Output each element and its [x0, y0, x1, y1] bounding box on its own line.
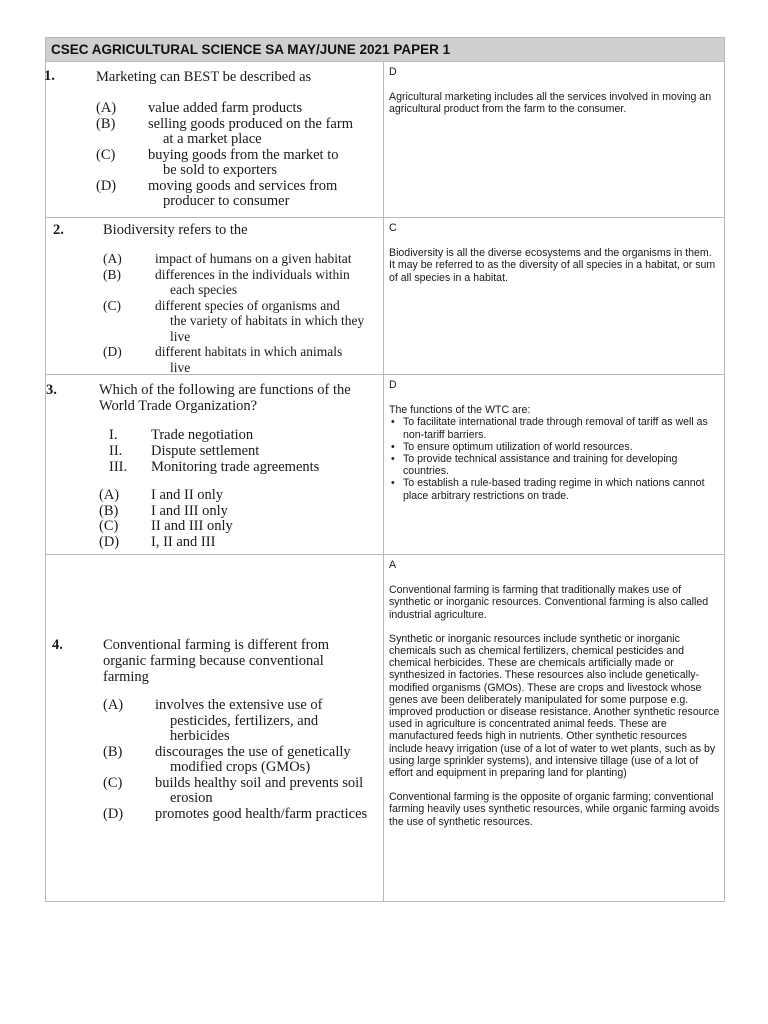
answer-cell-1 [384, 62, 724, 217]
question-row-3 [46, 375, 724, 555]
answer-letter: A [389, 559, 397, 571]
answer-table [45, 37, 725, 902]
question-stem: Marketing can BEST be described as [96, 69, 312, 85]
option-d: (D) I, II and III [99, 533, 216, 550]
question-stem: Conventional farming is different from organic farming because conventional farming [103, 637, 330, 685]
statement-2: II. Dispute settlement [109, 443, 260, 459]
option-a: (A) involves the extensive use of pesticides, fertilizers, and herbicides [103, 697, 323, 744]
functions-list [389, 416, 720, 501]
option-b: (B) I and III only [99, 502, 228, 519]
question-cell-3 [46, 375, 384, 554]
answer-letter: C [389, 222, 397, 234]
statement-1: I. Trade negotiation [109, 427, 254, 443]
answer-cell-4 [384, 555, 724, 901]
question-row-4 [46, 555, 724, 902]
table-title: CSEC AGRICULTURAL SCIENCE SA MAY/JUNE 2021 PAPER 1 [46, 38, 724, 62]
question-number: 3. [46, 382, 57, 398]
options-list [103, 251, 381, 375]
explanation: Biodiversity is all the diverse ecosystems and the organisms in them. It may be referred to as the diversity of all species in a habitat, or sum of all species in a habitat. [389, 247, 716, 284]
statement-3: III. Monitoring trade agreements [109, 459, 320, 475]
option-c: (C) buying goods from the market to be sold to exporters [96, 146, 339, 178]
option-c: (C) different species of organisms and the variety of habitats in which they live [103, 297, 365, 344]
question-cell-2 [46, 218, 384, 374]
list-item: • To provide technical assistance and training for developing countries. [389, 453, 720, 477]
answer-letter: D [389, 379, 397, 391]
answer-letter: D [389, 66, 397, 78]
option-b: (B) differences in the individuals within each species [103, 266, 350, 297]
question-number: 1. [44, 68, 55, 84]
question-number: 2. [53, 222, 64, 238]
question-row-1 [46, 62, 724, 218]
option-d: (D) moving goods and services from producer to consumer [96, 177, 338, 209]
answer-cell-2 [384, 218, 724, 374]
option-b: (B) discourages the use of genetically modified crops (GMOs) [103, 743, 351, 775]
option-a: (A) value added farm products [96, 100, 303, 116]
question-stem: Which of the following are functions of the World Trade Organization? [99, 382, 351, 414]
option-d: (D) different habitats in which animals live [103, 344, 343, 375]
explanation: Agricultural marketing includes all the services involved in moving an agricultural product from the farm to the consumer. [389, 91, 712, 116]
question-cell-4 [46, 555, 384, 901]
explanation: The functions of the WTC are: • To facilitate international trade through removal of tariff as well as non-tariff barriers. • To ensure optimum utilization of world resources. • To provide technical assistance and training for developing countries. • To establish a rule-based trading regime in which nations cannot place arbitrary restrictions on trade. [389, 404, 720, 502]
options-list [99, 488, 379, 550]
question-row-2 [46, 218, 724, 375]
list-item: • To establish a rule-based trading regime in which nations cannot place arbitrary restrictions on trade. [389, 477, 720, 501]
option-d: (D) promotes good health/farm practices [103, 805, 368, 822]
question-number: 4. [52, 637, 63, 653]
options-list [103, 698, 381, 822]
question-stem: Biodiversity refers to the [103, 222, 248, 238]
option-a: (A) I and II only [99, 487, 224, 503]
answer-cell-3 [384, 375, 724, 554]
list-item: • To facilitate international trade through removal of tariff as well as non-tariff barriers. [389, 416, 720, 440]
list-item: • To ensure optimum utilization of world resources. [389, 441, 720, 453]
option-b: (B) selling goods produced on the farm at a market place [96, 115, 353, 147]
option-c: (C) II and III only [99, 518, 233, 534]
options-list [96, 101, 380, 210]
explanation: Conventional farming is farming that traditionally makes use of synthetic or inorganic resources. Conventional farming is also called industrial agriculture. Synthetic or inorganic resources include synthetic or inorganic chemicals such as chemical fertilizers, chemical pesticides and chemical herbicides. These are chemicals artificially made or synthesized in factories. These resources also include genetically-modified organisms (GMOs). These are crops and livestock whose genes ave been deliberately manipulated for some purpose e.g. improved production or disease resistance. Another synthetic resource used in agriculture is concentrated animal feeds. These are manufactured feeds high in nutrients. Other synthetic resources include heavy irrigation (use of a lot of water to wet plants, such as by using large sprinkler systems), and intensive tillage (use of a lot of effort and equipment in preparing land for planting) Conventional farming is the opposite of organic farming; conventional farming heavily uses synthetic resources, while organic farming avoids the use of synthetic resources. [389, 584, 720, 828]
statements-list [99, 427, 379, 475]
option-a: (A) impact of humans on a given habitat [103, 251, 352, 266]
question-cell-1 [46, 62, 384, 217]
option-c: (C) builds healthy soil and prevents soil erosion [103, 774, 364, 806]
